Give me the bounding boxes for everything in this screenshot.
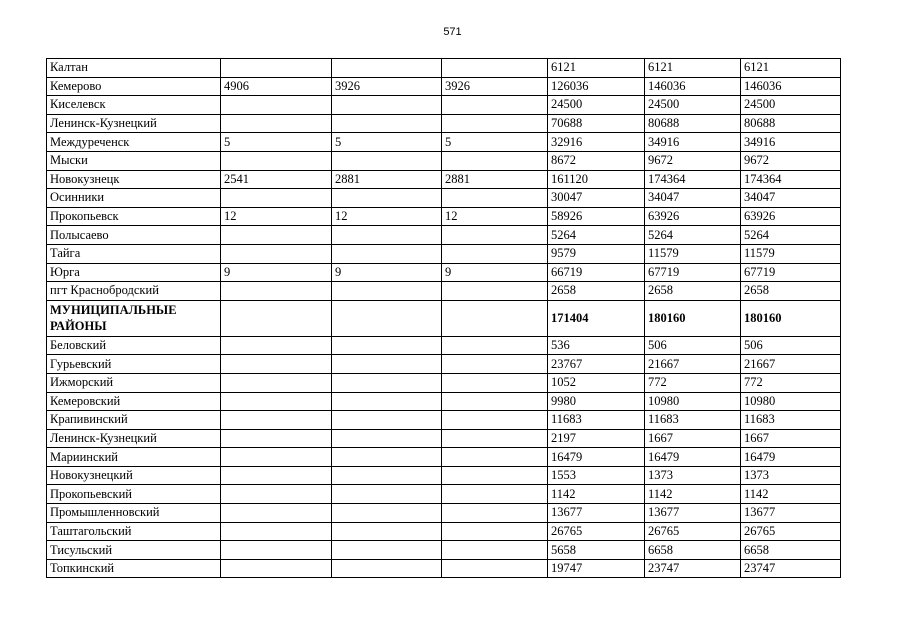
- value-cell-c6: 174364: [741, 170, 841, 189]
- value-cell-c2: [332, 522, 442, 541]
- value-cell-c2: 12: [332, 207, 442, 226]
- value-cell-c4: 2658: [548, 282, 645, 301]
- value-cell-c2: [332, 559, 442, 578]
- value-cell-c4: 66719: [548, 263, 645, 282]
- value-cell-c4: 70688: [548, 114, 645, 133]
- table-body: [47, 59, 841, 578]
- row-name-cell: Киселевск: [47, 96, 221, 115]
- value-cell-c5: 506: [645, 336, 741, 355]
- table-row: [47, 207, 841, 226]
- value-cell-c1: [221, 59, 332, 78]
- value-cell-c3: 2881: [442, 170, 548, 189]
- value-cell-c1: [221, 504, 332, 523]
- value-cell-c3: [442, 355, 548, 374]
- value-cell-c4: 26765: [548, 522, 645, 541]
- value-cell-c5: 23747: [645, 559, 741, 578]
- value-cell-c6: 23747: [741, 559, 841, 578]
- value-cell-c4: 5658: [548, 541, 645, 560]
- value-cell-c3: [442, 541, 548, 560]
- value-cell-c6: 6121: [741, 59, 841, 78]
- table-row: [47, 336, 841, 355]
- value-cell-c3: [442, 559, 548, 578]
- value-cell-c5: 63926: [645, 207, 741, 226]
- value-cell-c2: 5: [332, 133, 442, 152]
- value-cell-c6: 1373: [741, 466, 841, 485]
- value-cell-c5: 1373: [645, 466, 741, 485]
- value-cell-c1: 12: [221, 207, 332, 226]
- row-name-cell: пгт Краснобродский: [47, 282, 221, 301]
- value-cell-c2: 3926: [332, 77, 442, 96]
- section-row: [47, 300, 841, 336]
- table-row: [47, 355, 841, 374]
- value-cell-c3: 5: [442, 133, 548, 152]
- value-cell-c5: 174364: [645, 170, 741, 189]
- value-cell-c1: [221, 151, 332, 170]
- value-cell-c2: [332, 355, 442, 374]
- value-cell-c6: 80688: [741, 114, 841, 133]
- row-name-cell: Новокузнецк: [47, 170, 221, 189]
- table-row: [47, 189, 841, 208]
- value-cell-c4: 24500: [548, 96, 645, 115]
- table-row: [47, 114, 841, 133]
- value-cell-c1: [221, 355, 332, 374]
- value-cell-c1: [221, 189, 332, 208]
- value-cell-c4: 16479: [548, 448, 645, 467]
- value-cell-c5: 16479: [645, 448, 741, 467]
- value-cell-c5: 6658: [645, 541, 741, 560]
- value-cell-c5: 21667: [645, 355, 741, 374]
- row-name-cell: Ленинск-Кузнецкий: [47, 429, 221, 448]
- row-name-cell: МУНИЦИПАЛЬНЫЕ РАЙОНЫ: [47, 300, 221, 336]
- value-cell-c5: 34916: [645, 133, 741, 152]
- row-name-cell: Промышленновский: [47, 504, 221, 523]
- value-cell-c1: [221, 522, 332, 541]
- value-cell-c3: [442, 226, 548, 245]
- value-cell-c2: [332, 114, 442, 133]
- row-name-cell: Прокопьевск: [47, 207, 221, 226]
- value-cell-c5: 5264: [645, 226, 741, 245]
- value-cell-c6: 13677: [741, 504, 841, 523]
- value-cell-c6: 772: [741, 373, 841, 392]
- value-cell-c6: 16479: [741, 448, 841, 467]
- value-cell-c6: 11683: [741, 411, 841, 430]
- value-cell-c2: [332, 59, 442, 78]
- value-cell-c3: [442, 189, 548, 208]
- value-cell-c6: 180160: [741, 300, 841, 336]
- table-row: [47, 373, 841, 392]
- value-cell-c2: [332, 448, 442, 467]
- value-cell-c6: 26765: [741, 522, 841, 541]
- value-cell-c3: [442, 244, 548, 263]
- value-cell-c1: 4906: [221, 77, 332, 96]
- row-name-cell: Осинники: [47, 189, 221, 208]
- value-cell-c2: [332, 373, 442, 392]
- value-cell-c5: 80688: [645, 114, 741, 133]
- value-cell-c5: 10980: [645, 392, 741, 411]
- value-cell-c1: [221, 114, 332, 133]
- value-cell-c5: 772: [645, 373, 741, 392]
- value-cell-c6: 1667: [741, 429, 841, 448]
- value-cell-c1: [221, 244, 332, 263]
- value-cell-c3: [442, 429, 548, 448]
- value-cell-c4: 13677: [548, 504, 645, 523]
- value-cell-c6: 11579: [741, 244, 841, 263]
- value-cell-c3: [442, 59, 548, 78]
- value-cell-c1: [221, 429, 332, 448]
- value-cell-c4: 9980: [548, 392, 645, 411]
- value-cell-c3: [442, 300, 548, 336]
- value-cell-c4: 9579: [548, 244, 645, 263]
- value-cell-c6: 10980: [741, 392, 841, 411]
- value-cell-c2: [332, 429, 442, 448]
- value-cell-c1: [221, 448, 332, 467]
- row-name-cell: Междуреченск: [47, 133, 221, 152]
- value-cell-c2: [332, 541, 442, 560]
- value-cell-c4: 161120: [548, 170, 645, 189]
- row-name-cell: Ижморский: [47, 373, 221, 392]
- value-cell-c1: [221, 485, 332, 504]
- value-cell-c1: [221, 559, 332, 578]
- value-cell-c1: [221, 466, 332, 485]
- value-cell-c3: [442, 411, 548, 430]
- table-row: [47, 411, 841, 430]
- value-cell-c4: 171404: [548, 300, 645, 336]
- value-cell-c2: [332, 282, 442, 301]
- value-cell-c1: 2541: [221, 170, 332, 189]
- value-cell-c5: 1667: [645, 429, 741, 448]
- row-name-cell: Мыски: [47, 151, 221, 170]
- value-cell-c5: 11683: [645, 411, 741, 430]
- value-cell-c2: [332, 226, 442, 245]
- value-cell-c1: [221, 300, 332, 336]
- value-cell-c5: 1142: [645, 485, 741, 504]
- row-name-cell: Калтан: [47, 59, 221, 78]
- value-cell-c2: [332, 466, 442, 485]
- value-cell-c2: [332, 392, 442, 411]
- value-cell-c4: 536: [548, 336, 645, 355]
- value-cell-c3: [442, 151, 548, 170]
- value-cell-c5: 67719: [645, 263, 741, 282]
- value-cell-c1: [221, 411, 332, 430]
- value-cell-c4: 8672: [548, 151, 645, 170]
- value-cell-c5: 11579: [645, 244, 741, 263]
- value-cell-c2: [332, 411, 442, 430]
- table-row: [47, 485, 841, 504]
- value-cell-c1: [221, 226, 332, 245]
- value-cell-c6: 506: [741, 336, 841, 355]
- table-row: [47, 522, 841, 541]
- row-name-cell: Мариинский: [47, 448, 221, 467]
- value-cell-c5: 26765: [645, 522, 741, 541]
- value-cell-c4: 11683: [548, 411, 645, 430]
- value-cell-c4: 6121: [548, 59, 645, 78]
- table-row: [47, 59, 841, 78]
- value-cell-c6: 63926: [741, 207, 841, 226]
- row-name-cell: Тисульский: [47, 541, 221, 560]
- value-cell-c6: 146036: [741, 77, 841, 96]
- table-row: [47, 151, 841, 170]
- value-cell-c5: 24500: [645, 96, 741, 115]
- table-row: [47, 466, 841, 485]
- value-cell-c6: 2658: [741, 282, 841, 301]
- value-cell-c6: 21667: [741, 355, 841, 374]
- value-cell-c5: 9672: [645, 151, 741, 170]
- row-name-cell: Крапивинский: [47, 411, 221, 430]
- value-cell-c4: 1052: [548, 373, 645, 392]
- value-cell-c2: 9: [332, 263, 442, 282]
- value-cell-c6: 5264: [741, 226, 841, 245]
- value-cell-c4: 58926: [548, 207, 645, 226]
- row-name-cell: Новокузнецкий: [47, 466, 221, 485]
- value-cell-c2: [332, 336, 442, 355]
- table-row: [47, 429, 841, 448]
- table-row: [47, 170, 841, 189]
- row-name-cell: Таштагольский: [47, 522, 221, 541]
- table-row: [47, 392, 841, 411]
- value-cell-c2: [332, 300, 442, 336]
- value-cell-c4: 30047: [548, 189, 645, 208]
- value-cell-c3: [442, 448, 548, 467]
- table-row: [47, 541, 841, 560]
- value-cell-c3: [442, 392, 548, 411]
- row-name-cell: Кемерово: [47, 77, 221, 96]
- value-cell-c6: 34047: [741, 189, 841, 208]
- table-row: [47, 448, 841, 467]
- value-cell-c1: [221, 392, 332, 411]
- page-number: 571: [443, 26, 462, 38]
- value-cell-c5: 13677: [645, 504, 741, 523]
- value-cell-c6: 67719: [741, 263, 841, 282]
- value-cell-c2: 2881: [332, 170, 442, 189]
- value-cell-c2: [332, 151, 442, 170]
- value-cell-c2: [332, 485, 442, 504]
- value-cell-c5: 6121: [645, 59, 741, 78]
- value-cell-c1: [221, 373, 332, 392]
- row-name-cell: Гурьевский: [47, 355, 221, 374]
- row-name-cell: Топкинский: [47, 559, 221, 578]
- value-cell-c2: [332, 504, 442, 523]
- value-cell-c4: 32916: [548, 133, 645, 152]
- value-cell-c6: 1142: [741, 485, 841, 504]
- row-name-cell: Прокопьевский: [47, 485, 221, 504]
- value-cell-c1: [221, 282, 332, 301]
- value-cell-c3: 12: [442, 207, 548, 226]
- row-name-cell: Беловский: [47, 336, 221, 355]
- value-cell-c6: 24500: [741, 96, 841, 115]
- row-name-cell: Юрга: [47, 263, 221, 282]
- value-cell-c3: [442, 373, 548, 392]
- table-row: [47, 263, 841, 282]
- value-cell-c3: [442, 96, 548, 115]
- row-name-cell: Кемеровский: [47, 392, 221, 411]
- value-cell-c3: [442, 466, 548, 485]
- table-row: [47, 226, 841, 245]
- value-cell-c1: [221, 541, 332, 560]
- value-cell-c1: [221, 336, 332, 355]
- value-cell-c4: 23767: [548, 355, 645, 374]
- table-row: [47, 282, 841, 301]
- value-cell-c5: 34047: [645, 189, 741, 208]
- value-cell-c4: 5264: [548, 226, 645, 245]
- value-cell-c4: 2197: [548, 429, 645, 448]
- value-cell-c6: 9672: [741, 151, 841, 170]
- row-name-cell: Тайга: [47, 244, 221, 263]
- value-cell-c2: [332, 244, 442, 263]
- value-cell-c5: 146036: [645, 77, 741, 96]
- value-cell-c1: 9: [221, 263, 332, 282]
- value-cell-c4: 1142: [548, 485, 645, 504]
- value-cell-c4: 1553: [548, 466, 645, 485]
- value-cell-c1: 5: [221, 133, 332, 152]
- table-row: [47, 244, 841, 263]
- value-cell-c4: 126036: [548, 77, 645, 96]
- value-cell-c1: [221, 96, 332, 115]
- row-name-cell: Ленинск-Кузнецкий: [47, 114, 221, 133]
- value-cell-c6: 6658: [741, 541, 841, 560]
- value-cell-c4: 19747: [548, 559, 645, 578]
- table-row: [47, 559, 841, 578]
- value-cell-c3: 3926: [442, 77, 548, 96]
- value-cell-c5: 2658: [645, 282, 741, 301]
- value-cell-c3: [442, 504, 548, 523]
- table-row: [47, 504, 841, 523]
- value-cell-c3: [442, 336, 548, 355]
- table-row: [47, 96, 841, 115]
- value-cell-c2: [332, 96, 442, 115]
- value-cell-c3: [442, 485, 548, 504]
- value-cell-c5: 180160: [645, 300, 741, 336]
- value-cell-c2: [332, 189, 442, 208]
- value-cell-c3: [442, 522, 548, 541]
- table-row: [47, 77, 841, 96]
- row-name-cell: Полысаево: [47, 226, 221, 245]
- value-cell-c6: 34916: [741, 133, 841, 152]
- data-table: [46, 58, 841, 578]
- value-cell-c3: 9: [442, 263, 548, 282]
- value-cell-c3: [442, 114, 548, 133]
- value-cell-c3: [442, 282, 548, 301]
- table-row: [47, 133, 841, 152]
